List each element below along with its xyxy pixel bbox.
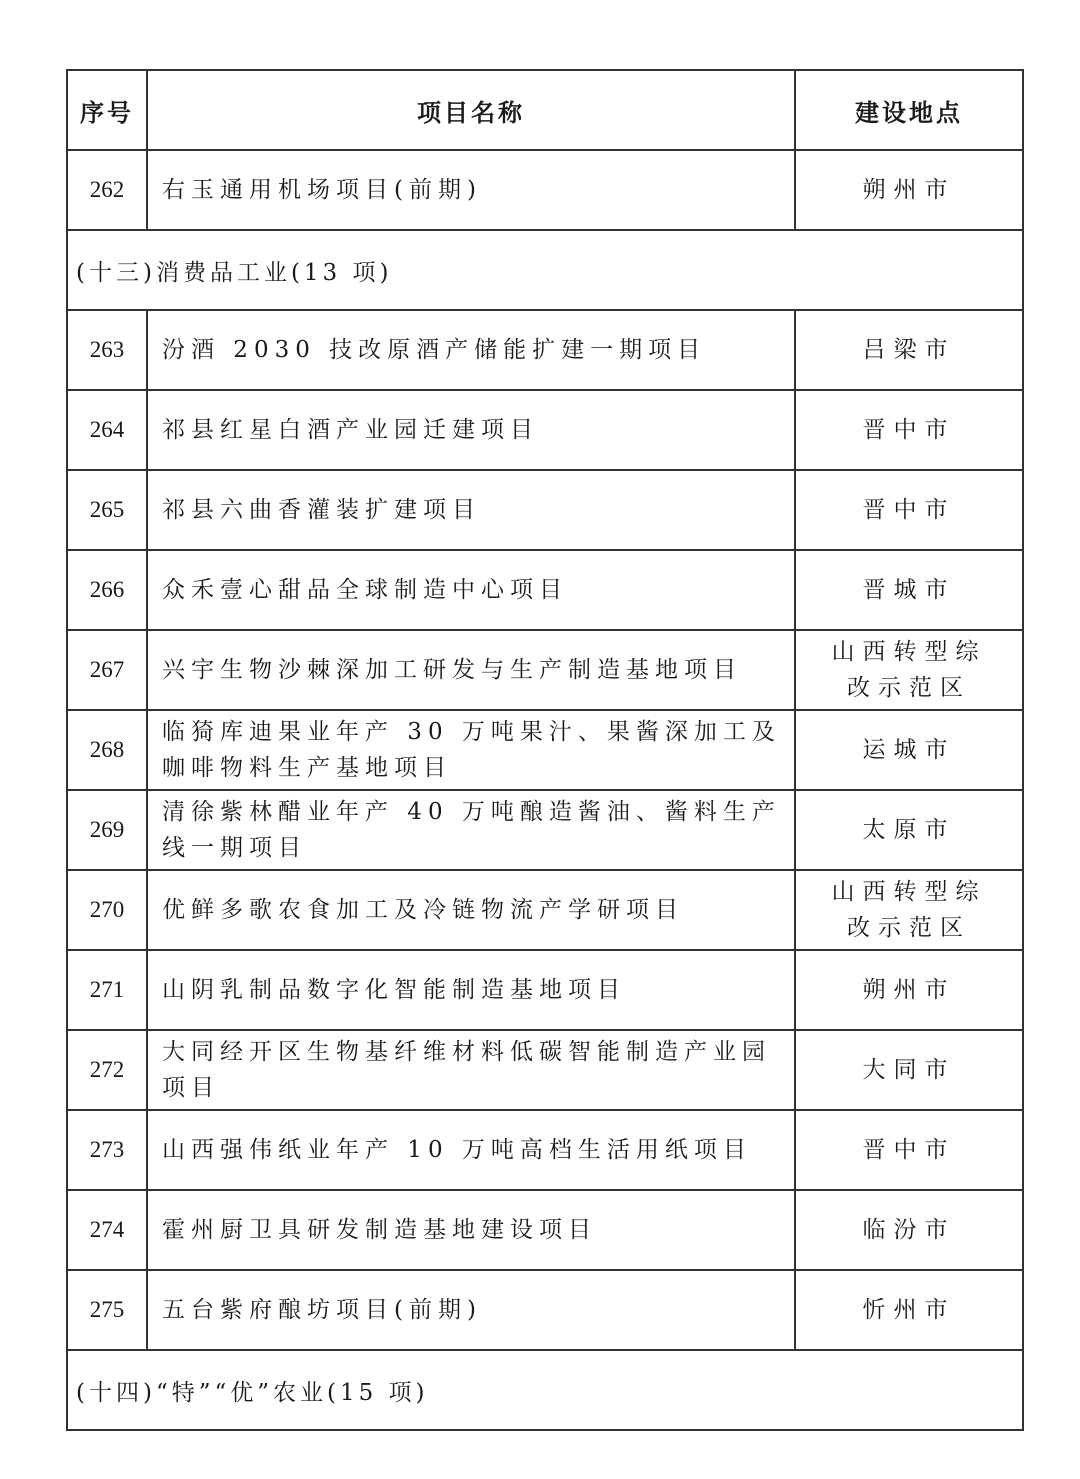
table-row [67,470,1023,550]
project-location: 吕梁市 [795,310,1023,390]
project-name: 汾酒 2030 技改原酒产储能扩建一期项目 [147,310,795,390]
header-name: 项目名称 [147,70,795,150]
section-row [67,230,1023,310]
project-name: 祁县六曲香灌装扩建项目 [147,470,795,550]
project-location: 山西转型综改示范区 [795,870,1023,950]
project-name: 大同经开区生物基纤维材料低碳智能制造产业园项目 [147,1030,795,1110]
table-row [67,310,1023,390]
table-row [67,630,1023,710]
project-name: 山西强伟纸业年产 10 万吨高档生活用纸项目 [147,1110,795,1190]
project-table [66,69,1024,1431]
project-location: 大同市 [795,1030,1023,1110]
row-number: 271 [67,950,147,1030]
row-number: 267 [67,630,147,710]
section-title: (十四)“特”“优”农业(15 项) [67,1350,1023,1430]
project-name: 霍州厨卫具研发制造基地建设项目 [147,1190,795,1270]
row-number: 266 [67,550,147,630]
table-row [67,1030,1023,1110]
table-row [67,950,1023,1030]
row-number: 265 [67,470,147,550]
project-location: 晋城市 [795,550,1023,630]
row-number: 264 [67,390,147,470]
row-number: 275 [67,1270,147,1350]
header-location: 建设地点 [795,70,1023,150]
project-location: 山西转型综改示范区 [795,630,1023,710]
project-location: 忻州市 [795,1270,1023,1350]
project-location: 运城市 [795,710,1023,790]
table-row [67,790,1023,870]
project-name: 五台紫府酿坊项目(前期) [147,1270,795,1350]
table-row [67,710,1023,790]
section-title: (十三)消费品工业(13 项) [67,230,1023,310]
project-name: 兴宇生物沙棘深加工研发与生产制造基地项目 [147,630,795,710]
project-location: 朔州市 [795,150,1023,230]
project-name: 山阴乳制品数字化智能制造基地项目 [147,950,795,1030]
table-row [67,1270,1023,1350]
table-row [67,150,1023,230]
row-number: 262 [67,150,147,230]
table-row [67,390,1023,470]
project-name: 清徐紫林醋业年产 40 万吨酿造酱油、酱料生产线一期项目 [147,790,795,870]
row-number: 270 [67,870,147,950]
row-number: 263 [67,310,147,390]
table-header-row [67,70,1023,150]
row-number: 272 [67,1030,147,1110]
project-name: 优鲜多歌农食加工及冷链物流产学研项目 [147,870,795,950]
row-number: 273 [67,1110,147,1190]
project-location: 晋中市 [795,1110,1023,1190]
project-name: 右玉通用机场项目(前期) [147,150,795,230]
row-number: 269 [67,790,147,870]
header-no: 序号 [67,70,147,150]
section-row [67,1350,1023,1430]
table-row [67,550,1023,630]
project-location: 晋中市 [795,470,1023,550]
project-location: 朔州市 [795,950,1023,1030]
project-name: 祁县红星白酒产业园迁建项目 [147,390,795,470]
project-name: 众禾壹心甜品全球制造中心项目 [147,550,795,630]
row-number: 274 [67,1190,147,1270]
project-name: 临猗库迪果业年产 30 万吨果汁、果酱深加工及咖啡物料生产基地项目 [147,710,795,790]
table-row [67,870,1023,950]
row-number: 268 [67,710,147,790]
table-row [67,1110,1023,1190]
project-location: 太原市 [795,790,1023,870]
table-row [67,1190,1023,1270]
project-location: 晋中市 [795,390,1023,470]
project-location: 临汾市 [795,1190,1023,1270]
